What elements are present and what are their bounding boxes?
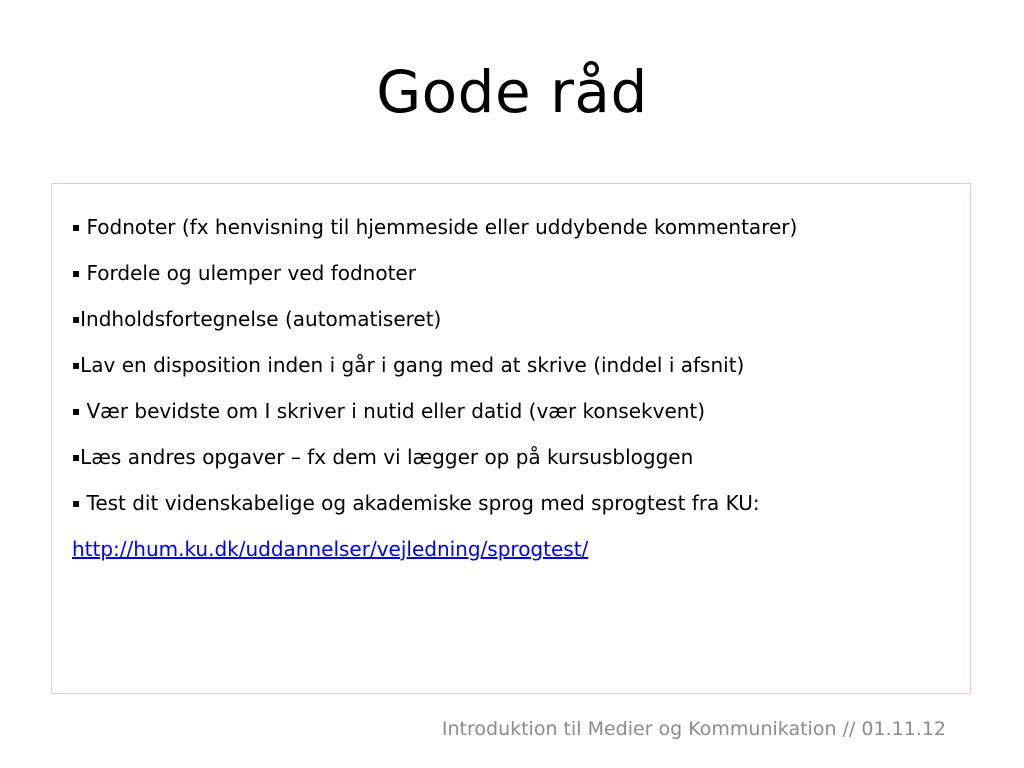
bullet-item-fordele xyxy=(72,250,952,296)
bullet-text: Vær bevidste om I skriver i nutid eller datid (vær konsekvent) xyxy=(80,399,706,423)
bullet-square-icon: ▪ xyxy=(72,220,81,234)
bullet-item-sprogtest xyxy=(72,480,952,526)
slide-footer: Introduktion til Medier og Kommunikation // 01.11.12 xyxy=(441,718,946,740)
bullet-item-disposition xyxy=(72,342,952,388)
link-line xyxy=(72,526,952,572)
content-box xyxy=(51,183,971,694)
bullet-square-icon: ▪ xyxy=(72,404,81,418)
bullet-text: Lav en disposition inden i går i gang med at skrive (inddel i afsnit) xyxy=(80,353,745,377)
bullet-text: Fordele og ulemper ved fodnoter xyxy=(80,261,416,285)
bullet-square-icon: ▪ xyxy=(72,358,81,372)
bullet-item-fodnoter xyxy=(72,204,952,250)
bullet-square-icon: ▪ xyxy=(72,312,81,326)
bullet-square-icon: ▪ xyxy=(72,450,81,464)
bullet-list xyxy=(72,204,952,572)
sprogtest-link[interactable]: http://hum.ku.dk/uddannelser/vejledning/sprogtest/ xyxy=(72,537,589,561)
bullet-item-andres-opgaver xyxy=(72,434,952,480)
bullet-text: Test dit videnskabelige og akademiske sprog med sprogtest fra KU: xyxy=(80,491,760,515)
slide-title: Gode råd xyxy=(376,58,648,126)
bullet-square-icon: ▪ xyxy=(72,266,81,280)
bullet-square-icon: ▪ xyxy=(72,496,81,510)
bullet-text: Indholdsfortegnelse (automatiseret) xyxy=(80,307,442,331)
bullet-text: Læs andres opgaver – fx dem vi lægger op på kursusbloggen xyxy=(80,445,694,469)
bullet-item-nutid-datid xyxy=(72,388,952,434)
bullet-item-indholdsfortegnelse xyxy=(72,296,952,342)
bullet-text: Fodnoter (fx henvisning til hjemmeside eller uddybende kommentarer) xyxy=(80,215,798,239)
